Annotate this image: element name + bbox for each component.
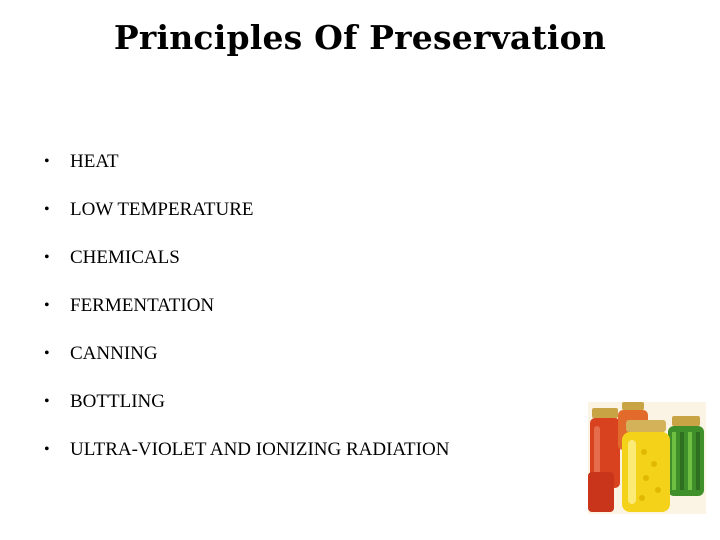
jar-lid [622, 402, 644, 410]
list-item [44, 330, 449, 378]
bullet-icon: • [44, 153, 50, 170]
bean-stripe [672, 432, 676, 490]
corn-kernel [643, 475, 649, 481]
list-item [44, 282, 449, 330]
list-item [44, 378, 449, 426]
bullet-text: HEAT [70, 151, 119, 172]
list-item [44, 234, 449, 282]
jar-lid [672, 416, 700, 426]
corn-kernel [639, 495, 645, 501]
corn-kernel [655, 487, 661, 493]
bullet-icon: • [44, 441, 50, 458]
bean-stripe [680, 432, 684, 490]
bean-stripe [688, 432, 692, 490]
bullet-icon: • [44, 201, 50, 218]
jar-lid [626, 420, 666, 432]
bullet-icon: • [44, 345, 50, 362]
canning-jars-photo [588, 402, 706, 514]
bullet-icon: • [44, 393, 50, 410]
list-item [44, 138, 449, 186]
jar-highlight [594, 426, 600, 476]
bullet-text: BOTTLING [70, 391, 165, 412]
bullet-text: FERMENTATION [70, 295, 215, 316]
bullet-text: CHEMICALS [70, 247, 180, 268]
bullet-text: CANNING [70, 343, 158, 364]
bullet-list [44, 138, 449, 474]
tomato-jar [588, 472, 614, 512]
bean-stripe [696, 432, 700, 490]
bullet-text: LOW TEMPERATURE [70, 199, 254, 220]
jar-highlight [628, 440, 636, 504]
bullet-icon: • [44, 249, 50, 266]
list-item [44, 186, 449, 234]
corn-kernel [651, 461, 657, 467]
corn-kernel [641, 449, 647, 455]
jar-lid [592, 408, 618, 418]
bullet-text: ULTRA-VIOLET AND IONIZING RADIATION [70, 439, 450, 460]
bullet-icon: • [44, 297, 50, 314]
slide-title: Principles Of Preservation [113, 18, 607, 57]
canning-jars-icon [588, 402, 706, 514]
list-item [44, 426, 449, 474]
